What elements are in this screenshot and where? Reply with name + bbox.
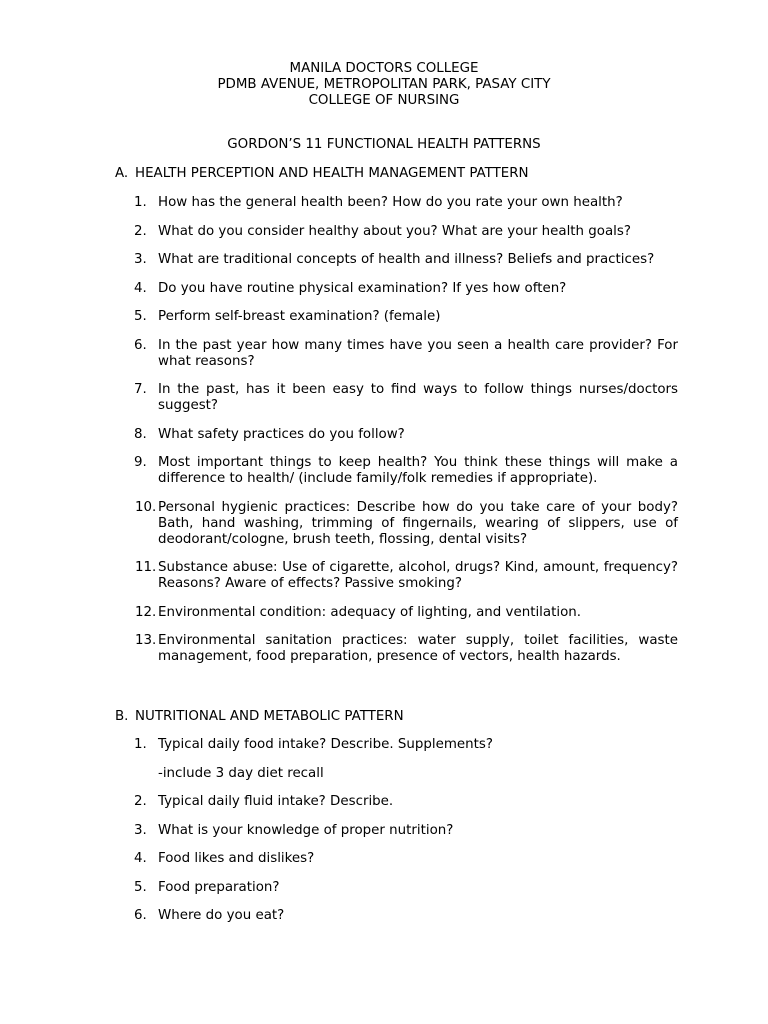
list-item [0, 560, 678, 592]
item-number: 3. [134, 252, 147, 267]
list-item [0, 500, 678, 548]
item-number: 12. [135, 604, 157, 620]
item-text: Typical daily food intake? Describe. Supplements? [158, 737, 493, 752]
item-text: How has the general health been? How do you rate your own health? [158, 195, 623, 210]
list-item [0, 224, 678, 240]
item-text: In the past year how many times have you seen a health care provider? For what reasons? [158, 337, 678, 369]
diet-recall-note: -include 3 day diet recall [158, 766, 324, 781]
section-b-title: NUTRITIONAL AND METABOLIC PATTERN [135, 709, 404, 724]
item-text: Do you have routine physical examination? If yes how often? [158, 280, 567, 296]
item-text: What safety practices do you follow? [158, 426, 405, 442]
item-number: 11. [135, 560, 157, 575]
list-item [0, 382, 678, 414]
list-item [0, 427, 678, 443]
item-text: Perform self-breast examination? (female) [158, 309, 441, 324]
item-text: What is your knowledge of proper nutrition? [158, 822, 454, 838]
item-text: Substance abuse: Use of cigarette, alcohol, drugs? Kind, amount, frequency? Reasons? Aware of effects? Passive smoking? [158, 560, 678, 591]
section-b-letter: B. [115, 709, 129, 724]
item-text: Personal hygienic practices: Describe how do you take care of your body? Bath, hand washing, trimming of fingernails, wearing of slippers, use of deodorant/cologne, brush teeth, flossing, dental visits? [158, 499, 678, 547]
list-item [0, 851, 678, 867]
section-a-question-list [0, 195, 768, 678]
list-item [0, 605, 678, 621]
document-title: GORDON’S 11 FUNCTIONAL HEALTH PATTERNS [227, 137, 541, 152]
item-number: 8. [134, 426, 147, 442]
item-number: 3. [134, 822, 147, 838]
list-item [0, 195, 678, 211]
item-number: 1. [134, 737, 147, 752]
item-text: Most important things to keep health? You think these things will make a difference to health/ (include family/folk remedies if appropriate). [158, 455, 678, 486]
item-text: Typical daily fluid intake? Describe. [158, 794, 394, 809]
list-item [0, 794, 678, 810]
list-item [0, 633, 678, 665]
item-text: Environmental sanitation practices: water supply, toilet facilities, waste management, food preparation, presence of vectors, health hazards. [158, 633, 678, 664]
list-item [0, 823, 678, 839]
item-number: 2. [134, 794, 147, 809]
item-number: 4. [134, 280, 147, 296]
item-text: Environmental condition: adequacy of lighting, and ventilation. [158, 604, 582, 620]
list-item [0, 455, 678, 487]
section-b-heading [115, 709, 695, 725]
list-item [0, 737, 678, 753]
item-number: 2. [134, 223, 147, 239]
item-text: Food preparation? [158, 879, 280, 895]
item-number: 5. [134, 309, 147, 324]
section-a-letter: A. [115, 166, 129, 181]
list-item [0, 908, 678, 924]
section-a-title: HEALTH PERCEPTION AND HEALTH MANAGEMENT PATTERN [135, 166, 529, 181]
item-text: In the past, has it been easy to find ways to follow things nurses/doctors suggest? [158, 382, 678, 413]
item-number: 10. [135, 499, 157, 515]
list-item [0, 281, 678, 297]
section-b-question-list-continued [0, 794, 768, 937]
item-number: 7. [134, 382, 147, 397]
college-department: COLLEGE OF NURSING [308, 93, 460, 108]
section-b-question-list [0, 737, 768, 766]
list-item [0, 309, 678, 325]
item-text: What are traditional concepts of health and illness? Beliefs and practices? [158, 252, 655, 267]
section-a-heading [115, 166, 695, 182]
item-text: Food likes and dislikes? [158, 851, 315, 866]
item-number: 4. [134, 851, 147, 866]
list-item [0, 252, 678, 268]
item-number: 13. [135, 633, 157, 648]
list-item [0, 338, 678, 370]
college-name: MANILA DOCTORS COLLEGE [289, 61, 479, 76]
item-number: 1. [134, 195, 147, 210]
item-number: 6. [134, 337, 147, 353]
item-number: 9. [134, 455, 147, 470]
college-address: PDMB AVENUE, METROPOLITAN PARK, PASAY CITY [217, 77, 551, 92]
item-text: Where do you eat? [158, 908, 285, 923]
item-number: 5. [134, 879, 147, 895]
item-text: What do you consider healthy about you? What are your health goals? [158, 223, 631, 239]
list-item [0, 880, 678, 896]
item-number: 6. [134, 908, 147, 923]
document-header [0, 61, 768, 109]
